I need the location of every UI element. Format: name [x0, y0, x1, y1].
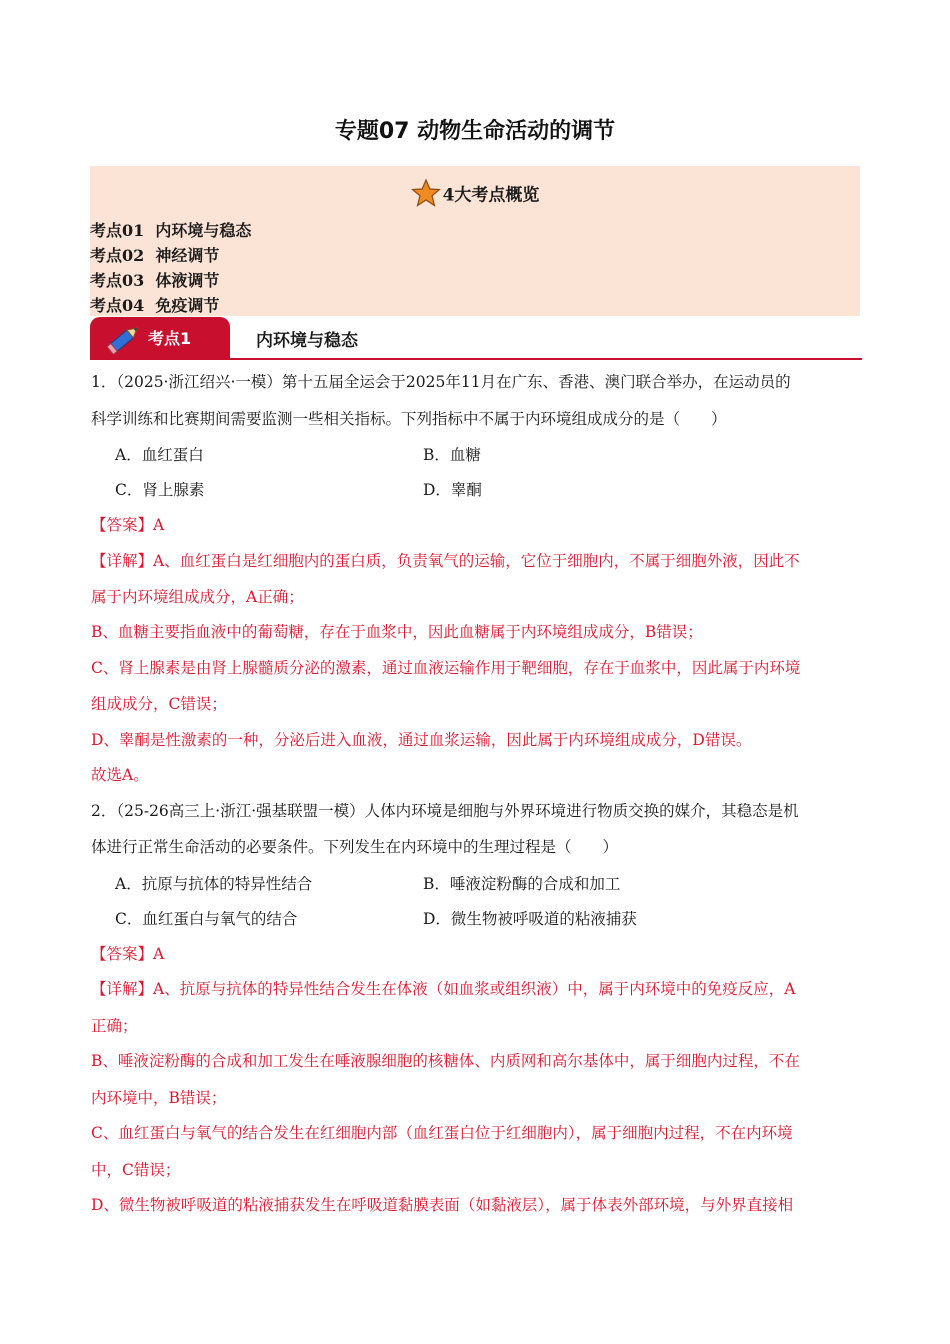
q1-stem-line: 科学训练和比赛期间需要监测一些相关指标。下列指标中不属于内环境组成成分的是（ ）: [91, 410, 727, 428]
overview-heading-text: 4大考点概览: [442, 185, 540, 206]
q2-detail-line: B、唾液淀粉酶的合成和加工发生在唾液腺细胞的核糖体、内质网和高尔基体中，属于细胞内过程，不在: [91, 1052, 800, 1070]
q1-conclusion: 故选A。: [91, 766, 149, 784]
q1-stem-line: 1．（2025·浙江绍兴·一模）第十五届全运会于2025年11月在广东、香港、澳门联合举办，在运动员的: [91, 373, 791, 391]
q2-option-d: D．微生物被呼吸道的粘液捕获: [423, 910, 637, 928]
overview-box: [90, 166, 860, 316]
q2-option-a: A．抗原与抗体的特异性结合: [115, 875, 313, 893]
q1-detail-line: 属于内环境组成成分，A正确；: [91, 588, 304, 606]
q1-answer: 【答案】A: [91, 516, 165, 534]
section-banner: [90, 317, 862, 361]
section-rule: [90, 358, 862, 360]
overview-item: 考点03 体液调节: [90, 271, 220, 290]
pencil-icon: [104, 319, 144, 359]
q2-detail-line: 正确；: [91, 1017, 138, 1035]
q2-option-b: B．唾液淀粉酶的合成和加工: [423, 875, 621, 893]
overview-item: 考点01 内环境与稳态: [90, 221, 252, 240]
q1-detail-line: B、血糖主要指血液中的葡萄糖，存在于血浆中，因此血糖属于内环境组成成分，B错误；: [91, 623, 703, 641]
q2-detail-line: D、微生物被呼吸道的粘液捕获发生在呼吸道黏膜表面（如黏液层），属于体表外部环境，与外界直接相: [91, 1196, 794, 1214]
q1-option-a: A．血红蛋白: [115, 446, 204, 464]
q2-detail-line: C、血红蛋白与氧气的结合发生在红细胞内部（血红蛋白位于红细胞内），属于细胞内过程，不在内环境: [91, 1124, 793, 1142]
overview-item: 考点04 免疫调节: [90, 296, 220, 315]
q2-stem-line: 2．（25-26高三上·浙江·强基联盟一模）人体内环境是细胞与外界环境进行物质交换的媒介，其稳态是机: [91, 802, 799, 820]
section-title: 内环境与稳态: [256, 331, 358, 351]
q2-detail-line: 内环境中，B错误；: [91, 1089, 227, 1107]
q1-option-b: B．血糖: [423, 446, 481, 464]
q1-option-d: D．睾酮: [423, 481, 482, 499]
q2-detail-line: 中，C错误；: [91, 1161, 181, 1179]
q2-option-c: C．血红蛋白与氧气的结合: [115, 910, 298, 928]
section-tab-label: 考点1: [148, 329, 192, 348]
star-icon: [411, 178, 441, 208]
overview-item: 考点02 神经调节: [90, 246, 220, 265]
page-title: 专题07 动物生命活动的调节: [334, 119, 616, 144]
q2-stem-line: 体进行正常生命活动的必要条件。下列发生在内环境中的生理过程是（ ）: [91, 838, 619, 856]
q1-detail-line: D、睾酮是性激素的一种，分泌后进入血液，通过血浆运输，因此属于内环境组成成分，D错误。: [91, 731, 752, 749]
overview-heading: [90, 178, 860, 208]
section-tab: [90, 317, 230, 359]
q1-detail-line: 组成成分，C错误；: [91, 695, 227, 713]
q1-detail-line: 【详解】A、血红蛋白是红细胞内的蛋白质，负责氧气的运输，它位于细胞内，不属于细胞外液，因此不: [91, 552, 800, 570]
q2-detail-line: 【详解】A、抗原与抗体的特异性结合发生在体液（如血浆或组织液）中，属于内环境中的免疫反应，A: [91, 980, 796, 998]
q1-detail-line: C、肾上腺素是由肾上腺髓质分泌的激素，通过血液运输作用于靶细胞，存在于血浆中，因此属于内环境: [91, 659, 801, 677]
q1-option-c: C．肾上腺素: [115, 481, 205, 499]
q2-answer: 【答案】A: [91, 945, 165, 963]
